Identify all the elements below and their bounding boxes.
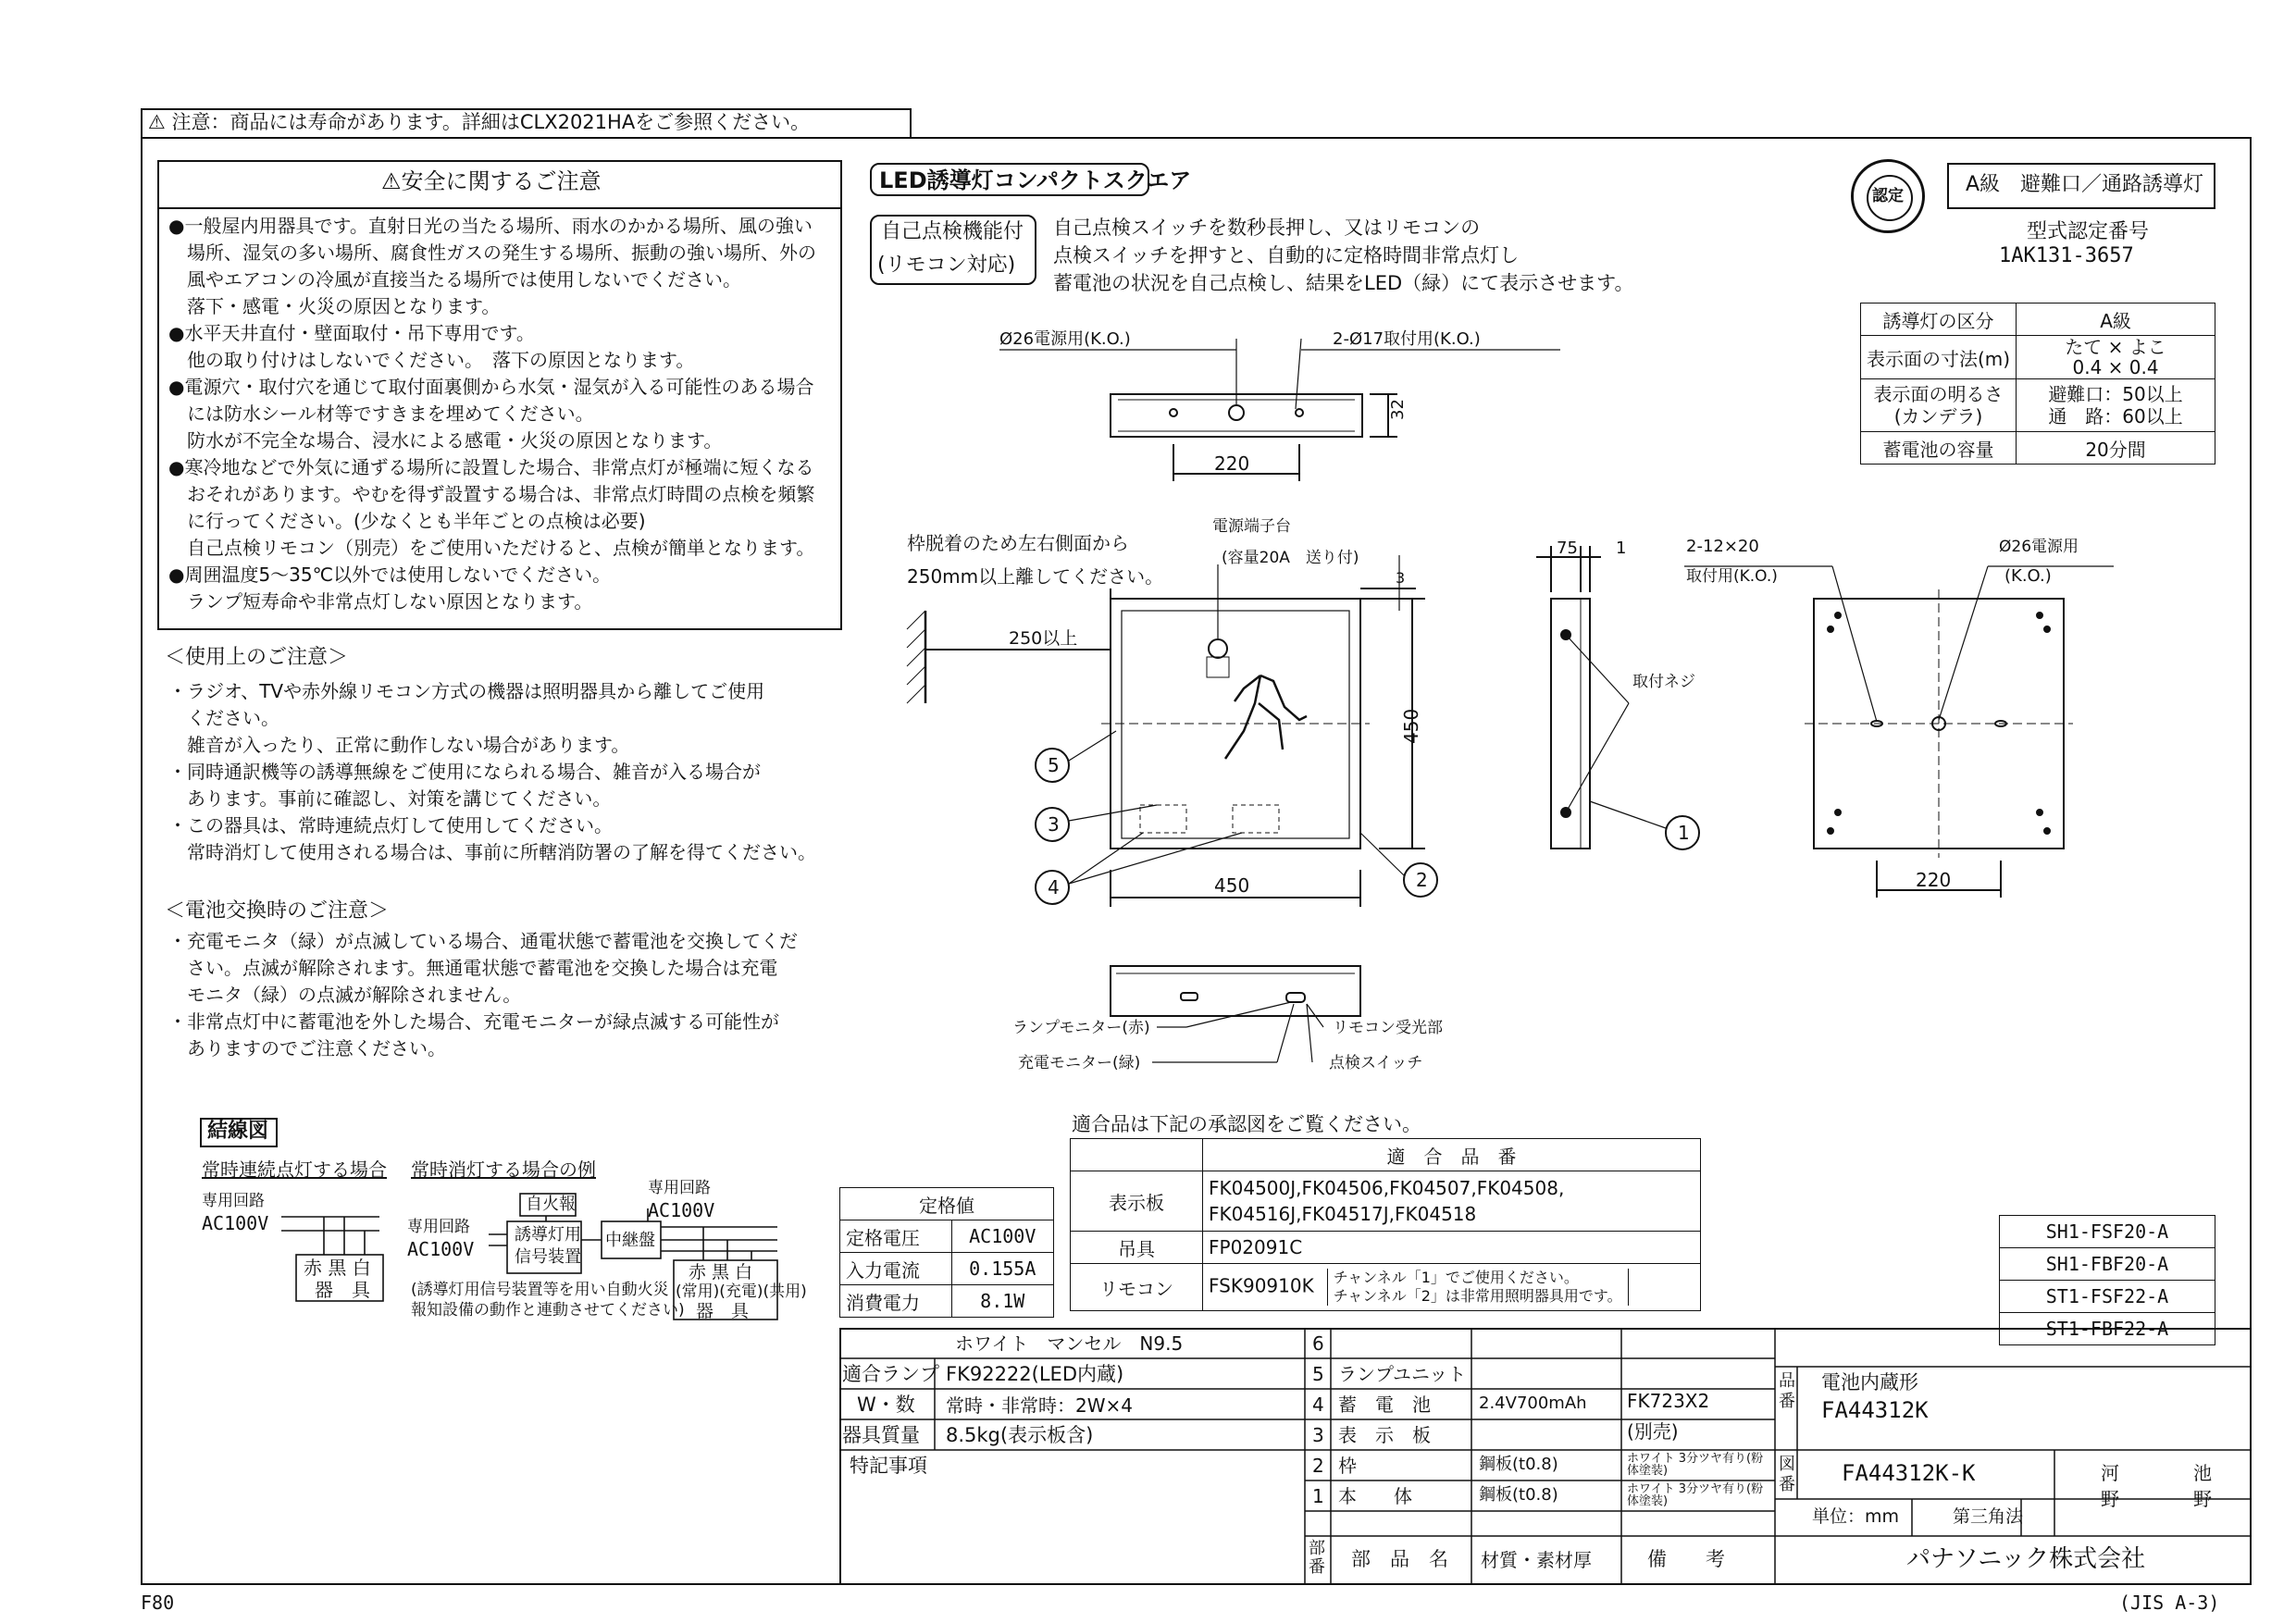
usage-line: ・この器具は、常時連続点灯して使用してください。 [168,814,613,836]
wiring-fire-alarm: 自火報 [526,1195,576,1214]
usage-title: ＜使用上のご注意＞ [165,646,349,669]
footer-right: (JIS A-3) [2119,1592,2220,1614]
parts-header-note: 備 考 [1647,1548,1725,1570]
compat-display-2: FK04516J,FK04517J,FK04518 [1209,1203,1477,1225]
wiring-circuit-2: 専用回路 [407,1218,470,1236]
parts-note: ホワイト 3分ツヤ有り(粉体塗装) [1627,1482,1764,1508]
dim-3: 3 [1396,569,1406,587]
safety-title: ⚠安全に関するご注意 [381,168,602,194]
parts-name: 表 示 板 [1338,1424,1431,1446]
safety-line: ●寒冷地などで外気に通ずる場所に設置した場合、非常点灯が極端に短くなる [168,456,814,478]
wiring-ac-1: AC100V [202,1212,269,1234]
brightness-label: 表示面の明るさ [1873,383,2004,405]
safety-line: 他の取り付けはしないでください。 落下の原因となります。 [168,349,695,371]
safety-line: おそれがあります。やむを得ず設置する場合は、非常点灯時間の点検を頻繁 [168,483,815,505]
spec-mass-label: 器具質量 [842,1424,920,1446]
drawing-number: FA44312K-K [1842,1460,1976,1486]
compat-remote-label: リモコン [1071,1264,1203,1311]
safety-line: ●電源穴・取付穴を通じて取付面裏側から水気・湿気が入る可能性のある場合 [168,376,814,398]
dim-32: 32 [1388,399,1408,420]
size-label: 表示面の寸法(m) [1861,336,2017,379]
dim-450-height: 450 [1400,708,1422,744]
rating-current-value: 0.155A [951,1253,1053,1285]
zuban-label: 図番 [1779,1455,1795,1494]
wiring-note-1: (誘導灯用信号装置等を用い自動火災 [411,1281,669,1299]
wiring-colors-1: 赤 黒 白 [304,1257,371,1279]
callout-2-num: 2 [1416,869,1428,891]
callout-5-num: 5 [1048,754,1060,776]
safety-line: ●周囲温度5～35℃以外では使用しないでください。 [168,564,612,586]
signature-2b: 野 [2193,1488,2212,1510]
safety-line: ランプ短寿命や非常点灯しない原因となります。 [168,590,593,613]
spec-lamp-label: 適合ランプ [842,1363,939,1385]
parts-header-material: 材質・素材厚 [1481,1549,1592,1571]
callout-3-num: 3 [1048,813,1060,836]
battery-title: ＜電池交換時のご注意＞ [165,899,390,923]
spec-notes-label: 特記事項 [850,1455,927,1477]
model-number: FA44312K [1821,1397,1929,1423]
safety-line: ●一般屋内用器具です。直射日光の当たる場所、雨水のかかる場所、風の強い [168,215,813,237]
wiring-ac-3: AC100V [648,1199,715,1221]
spec-color: ホワイト マンセル N9.5 [955,1332,1184,1355]
battery-line: ・充電モニタ（緑）が点滅している場合、通電状態で蓄電池を交換してくだ [168,930,798,952]
usage-line: 雑音が入ったり、正常に動作しない場合があります。 [168,734,630,756]
parts-no: 5 [1312,1363,1324,1385]
selfcheck-line1: 自己点検機能付 [881,220,1024,243]
safety-line: 風やエアコンの冷風が直接当たる場所では使用しないでください。 [168,268,741,291]
back-phi26-label-1: Ø26電源用 [1999,538,2079,556]
selfcheck-line2: (リモコン対応) [877,254,1016,277]
charge-monitor-label: 充電モニター(緑) [1018,1054,1141,1072]
safety-line: 場所、湿気の多い場所、腐食性ガスの発生する場所、振動の強い場所、外の [168,242,816,264]
wiring-note-2: 報知設備の動作と連動させてください) [411,1301,685,1319]
warning-icon: ⚠ [381,168,402,194]
battery-line: モニタ（緑）の点滅が解除されません。 [168,984,522,1006]
product-desc-1: 自己点検スイッチを数秒長押し、又はリモコンの [1053,217,1481,239]
cert-number: 1AK131-3657 [1999,244,2134,267]
dim-450-width: 450 [1214,874,1250,897]
compat-caption: 適合品は下記の承認図をご覧ください。 [1072,1113,1421,1135]
rating-power-value: 8.1W [951,1285,1053,1318]
parts-name: 本 体 [1338,1485,1412,1507]
wiring-colors-2: 赤 黒 白 [689,1262,753,1282]
compat-remote-note-1: チャンネル「1」でご使用ください。 [1333,1269,1579,1286]
brightness-unit: (カンデラ) [1893,405,1983,427]
parts-note: FK723X2 [1627,1390,1710,1412]
check-switch-label: 点検スイッチ [1329,1054,1423,1072]
compat-hang-label: 吊具 [1071,1232,1203,1264]
class-value: A級 [2017,304,2215,336]
product-title: LED誘導灯コンパクトスクエア [879,167,1192,193]
safety-line: には防水シール材等ですきまを埋めてください。 [168,403,594,425]
variant-4: ST1-FBF22-A [2000,1313,2215,1345]
lamp-monitor-label: ランプモニター(赤) [1012,1019,1150,1037]
class-label: 誘導灯の区分 [1861,304,2017,336]
spec-lamp-value: FK92222(LED内蔵) [946,1363,1124,1385]
wiring-signal-1: 誘導灯用 [515,1225,581,1245]
notice-text: ⚠ 注意：商品には寿命があります。詳細はCLX2021HAをご参照ください。 [148,111,811,133]
terminal-label-2: (容量20A 送り付) [1222,549,1359,567]
dim-1: 1 [1616,539,1627,558]
brightness-exit: 避難口：50以上 [2048,383,2183,405]
signature-1b: 野 [2101,1488,2119,1510]
dim-250: 250以上 [1009,628,1078,649]
battery-capacity-value: 20分間 [2017,432,2215,465]
parts-header-name: 部 品 名 [1351,1548,1448,1570]
parts-name: 枠 [1338,1455,1357,1477]
safety-line: 自己点検リモコン（別売）をご使用いただけると、点検が簡単となります。 [168,537,815,559]
grade-label: A級 避難口／通路誘導灯 [1966,173,2204,196]
hole-label-2: 取付用(K.O.) [1686,567,1778,586]
parts-material: 2.4V700mAh [1479,1394,1587,1413]
parts-no: 3 [1312,1424,1324,1446]
signature-2a: 池 [2193,1462,2212,1484]
size-axes: たて × よこ [2065,336,2166,358]
parts-no: 6 [1312,1332,1324,1355]
signature-1a: 河 [2101,1462,2119,1484]
safety-line: 防水が不完全な場合、浸水による感電・火災の原因となります。 [168,429,723,452]
battery-line: ・非常点灯中に蓄電池を外した場合、充電モニターが緑点滅する可能性が [168,1010,779,1033]
wiring-fixture-2: 器 具 [696,1301,750,1321]
usage-line: ・同時通訳機等の誘導無線をご使用になられる場合、雑音が入る場合が [168,761,761,783]
safety-line: 落下・感電・火災の原因となります。 [168,295,501,317]
battery-line: ありますのでご注意ください。 [168,1037,446,1059]
battery-capacity-label: 蓄電池の容量 [1861,432,2017,465]
product-desc-2: 点検スイッチを押すと、自動的に定格時間非常点灯し [1053,244,1520,266]
warning-icon: ⚠ [148,111,166,133]
wiring-circuit-1: 専用回路 [202,1192,265,1210]
spec-mass-value: 8.5kg(表示板含) [946,1424,1094,1446]
safety-line: に行ってください。(少なくとも半年ごとの点検は必要) [168,510,646,532]
dim-75: 75 [1557,539,1578,558]
parts-no: 2 [1312,1455,1324,1477]
parts-material: 鋼板(t0.8) [1479,1485,1558,1505]
hole-label-1: 2-12×20 [1686,537,1759,556]
parts-note: ホワイト 3分ツヤ有り(粉体塗装) [1627,1452,1764,1478]
wiring-fixture-1: 器 具 [315,1279,370,1301]
compat-display-label: 表示板 [1071,1171,1203,1232]
usage-line: ・ラジオ、TVや赤外線リモコン方式の機器は照明器具から離してご使用 [168,680,765,702]
wiring-always-off: 常時消灯する場合の例 [411,1158,596,1181]
usage-line: 常時消灯して使用される場合は、事前に所轄消防署の了解を得てください。 [168,841,816,863]
rating-voltage-value: AC100V [951,1220,1053,1253]
safety-line: ●水平天井直付・壁面取付・吊下専用です。 [168,322,535,344]
battery-line: さい。点滅が解除されます。無通電状態で蓄電池を交換した場合は充電 [168,957,778,979]
rating-current-label: 入力電流 [840,1253,952,1285]
parts-material: 鋼板(t0.8) [1479,1455,1558,1474]
variant-1: SH1-FSF20-A [2000,1216,2215,1248]
product-type: 電池内蔵形 [1821,1371,1918,1394]
variant-2: SH1-FBF20-A [2000,1248,2215,1281]
variant-3: ST1-FSF22-A [2000,1281,2215,1313]
parts-name: ランプユニット [1338,1363,1467,1385]
rating-power-label: 消費電力 [840,1285,952,1318]
wiring-ac-2: AC100V [407,1238,475,1260]
parts-no: 1 [1312,1485,1324,1507]
wiring-always-on: 常時連続点灯する場合 [202,1158,387,1181]
screw-label: 取付ネジ [1632,673,1695,691]
product-desc-3: 蓄電池の状況を自己点検し、結果をLED（緑）にて表示させます。 [1053,272,1634,294]
frame-note-2: 250mm以上離してください。 [907,565,1164,588]
cert-stamp-text: 認定 [1872,187,1904,205]
rating-title: 定格値 [840,1188,1054,1220]
callout-1-num: 1 [1678,822,1690,844]
wiring-relay: 中継盤 [605,1231,655,1250]
size-value: 0.4 × 0.4 [2072,356,2159,378]
parts-name: 蓄 電 池 [1338,1394,1431,1416]
remote-receiver-label: リモコン受光部 [1333,1019,1443,1037]
projection-label: 第三角法 [1953,1506,2024,1527]
terminal-label-1: 電源端子台 [1212,517,1291,536]
company-name: パナソニック株式会社 [1906,1545,2146,1573]
hinban-label: 品番 [1779,1371,1795,1411]
parts-note: (別売) [1627,1420,1679,1443]
wiring-signal-2: 信号装置 [515,1247,581,1267]
back-phi26-label-2: (K.O.) [2004,566,2052,586]
compat-remote-value: FSK90910K [1209,1274,1314,1297]
rating-voltage-label: 定格電圧 [840,1220,952,1253]
parts-header-no: 部番 [1309,1539,1325,1577]
wiring-title: 結線図 [207,1120,269,1143]
compat-remote-note-2: チャンネル「2」は非常用照明器具用です。 [1333,1287,1622,1305]
parts-no: 4 [1312,1394,1324,1416]
dim-220: 220 [1214,452,1250,475]
top-phi26-label: Ø26電源用(K.O.) [999,329,1131,349]
dim-220-back: 220 [1916,869,1952,891]
brightness-passage: 通 路：60以上 [2048,405,2183,427]
compat-display-1: FK04500J,FK04506,FK04507,FK04508, [1209,1177,1565,1199]
usage-line: あります。事前に確認し、対策を講じてください。 [168,787,612,810]
cert-title: 型式認定番号 [2027,220,2150,243]
compat-hang-value: FP02091C [1203,1232,1701,1264]
wiring-kinds: (常用)(充電)(共用) [676,1282,807,1301]
frame-note-1: 枠脱着のため左右側面から [907,532,1129,554]
spec-watt-value: 常時・非常時：2W×4 [946,1394,1133,1417]
top-phi17-label: 2-Ø17取付用(K.O.) [1333,329,1481,349]
unit-label: 単位：mm [1812,1506,1900,1527]
footer-left: F80 [141,1592,175,1614]
compat-header: 適 合 品 番 [1203,1139,1701,1171]
wiring-circuit-3: 専用回路 [648,1179,711,1197]
callout-4-num: 4 [1048,876,1060,898]
spec-watt-label: W・数 [857,1394,915,1416]
usage-line: ください。 [168,707,279,729]
